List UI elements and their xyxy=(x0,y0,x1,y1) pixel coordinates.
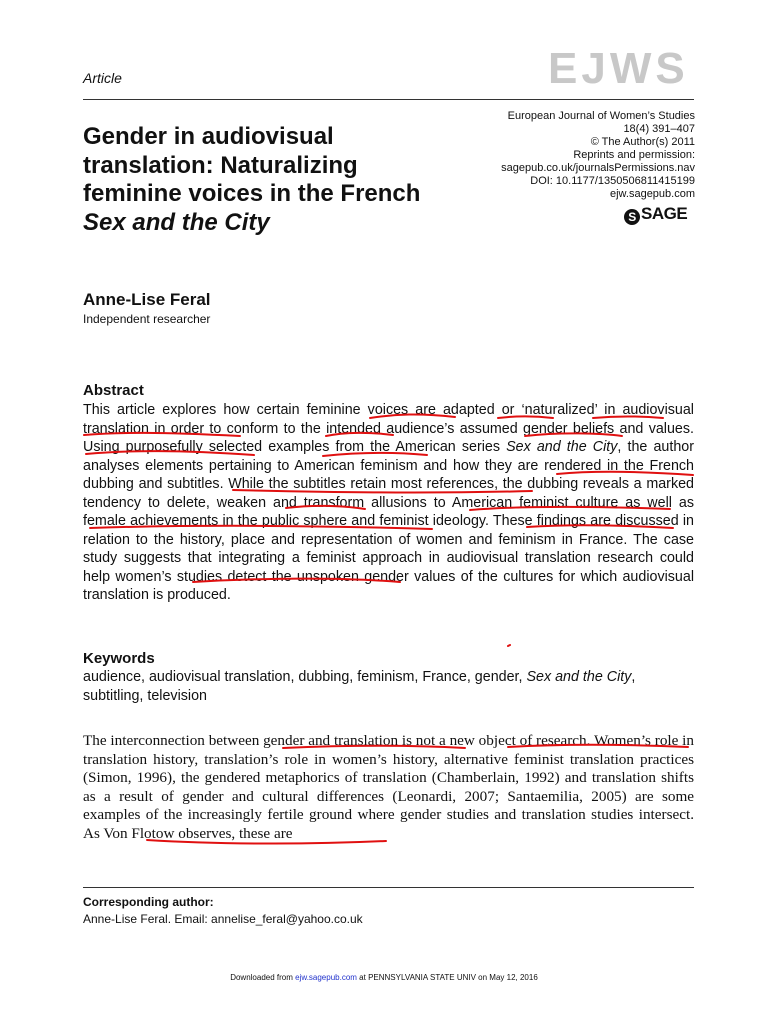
download-suffix: at PENNSYLVANIA STATE UNIV on May 12, 2016 xyxy=(356,973,538,982)
annotation-dot xyxy=(508,645,510,646)
keywords-part-1: audience, audiovisual translation, dubbing, feminism, France, gender, xyxy=(83,669,527,685)
reprints-label: Reprints and permission: xyxy=(573,149,695,161)
publisher-logo-text: SAGE xyxy=(641,204,688,223)
abstract-heading: Abstract xyxy=(83,382,144,399)
download-prefix: Downloaded from xyxy=(230,973,296,982)
download-note xyxy=(0,973,768,982)
sage-s-icon: S xyxy=(624,209,640,225)
abstract-part-2: , the author analyses elements pertaining to American feminism and how they are rendered in the French dubbing and subtitles. While the subtitles retain most references, the dubbing reveals a marked tendency to delete, weaken and transform allusions to American feminist culture as well as female achievements in the public sphere and feminist ideology. These findings are discussed in relation to the history, place and representation of women and feminism in France. The case study suggests that integrating a feminist approach in audiovisual translation research could help women’s studies detect the unspoken gender values of the cultures for which audiovisual translation is produced. xyxy=(83,439,694,603)
footer-divider xyxy=(83,887,694,888)
keywords-italic-title: Sex and the City xyxy=(526,669,632,685)
journal-logo: EJWS xyxy=(548,44,689,93)
author-affiliation: Independent researcher xyxy=(83,312,211,326)
article-title xyxy=(83,123,463,237)
corresponding-author-heading: Corresponding author: xyxy=(83,895,214,909)
section-label: Article xyxy=(83,70,122,86)
title-main: Gender in audiovisual translation: Naturalizing feminine voices in the French xyxy=(83,123,421,207)
copyright-line: © The Author(s) 2011 xyxy=(590,136,695,148)
journal-name: European Journal of Women’s Studies xyxy=(507,110,695,122)
header-divider xyxy=(83,99,694,100)
corresponding-author-text: Anne-Lise Feral. Email: annelise_feral@yahoo.co.uk xyxy=(83,912,363,926)
journal-volume: 18(4) 391–407 xyxy=(623,123,695,135)
body-paragraph: The interconnection between gender and translation is not a new object of research. Women’s role in translation history, translation’s role in women’s history, alternative feminist translation practices (Simon, 1996), the gendered metaphorics of translation (Chamberlain, 1992) and translation shifts as a result of gender and cultural differences (Leonardi, 2007; Santaemilia, 2005) are some examples of the increasingly fertile ground where gender studies and translation studies intersect. As Von Flotow observes, these are xyxy=(83,732,694,842)
permissions-link[interactable]: sagepub.co.uk/journalsPermissions.nav xyxy=(501,162,695,174)
abstract-part-1: This article explores how certain feminine voices are adapted or ‘naturalized’ in audiovisual translation in order to conform to the intended audience’s assumed gender beliefs and values. Using purposefully selected examples from the American series xyxy=(83,402,694,455)
keywords-text xyxy=(83,668,694,705)
journal-url[interactable]: ejw.sagepub.com xyxy=(610,188,695,200)
publisher-logo xyxy=(624,204,687,225)
abstract-text xyxy=(83,401,694,605)
keywords-heading: Keywords xyxy=(83,650,155,667)
abstract-italic-title: Sex and the City xyxy=(506,439,618,455)
doi-line[interactable]: DOI: 10.1177/1350506811415199 xyxy=(530,175,695,187)
download-link[interactable]: ejw.sagepub.com xyxy=(295,973,357,982)
title-italic: Sex and the City xyxy=(83,208,270,236)
author-name: Anne-Lise Feral xyxy=(83,290,211,309)
keywords-part-2: , subtitling, television xyxy=(83,669,636,704)
journal-meta xyxy=(470,110,695,201)
